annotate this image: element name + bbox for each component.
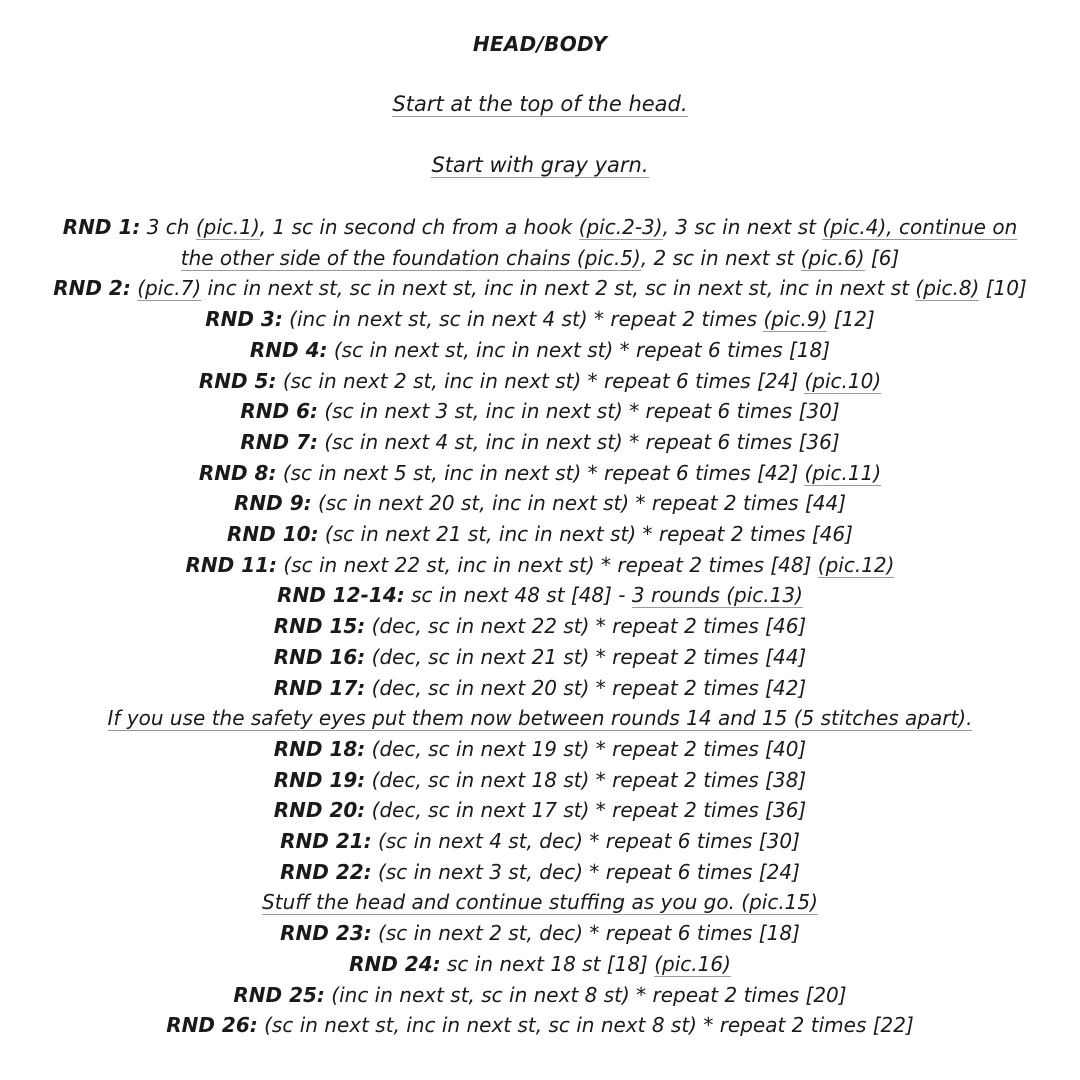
- round-label: RND 2:: [53, 276, 131, 301]
- round-1-line-2: [20, 243, 1060, 274]
- pic-ref: (pic.16): [654, 951, 731, 976]
- round-text: [12]: [827, 307, 875, 332]
- round-text: (sc in next st, inc in next st) * repeat 6 times [18]: [327, 337, 831, 362]
- pic-ref: the other side of the foundation chains (pic.5): [180, 245, 641, 270]
- round-label: RND 10:: [227, 522, 319, 547]
- round-label: RND 18:: [273, 736, 366, 761]
- safety-eyes-note: [20, 703, 1060, 734]
- round-line: [20, 1010, 1060, 1041]
- round-text: (sc in next 21 st, inc in next st) * repeat 2 times [46]: [318, 522, 853, 547]
- pic-ref: (pic.10): [804, 368, 882, 393]
- round-label: RND 21:: [280, 829, 372, 854]
- round-label: RND 23:: [280, 921, 372, 946]
- pic-ref: (pic.1): [195, 215, 260, 239]
- round-label: RND 20:: [273, 798, 366, 823]
- round-label: RND 16:: [273, 644, 366, 669]
- round-text: sc in next 48 st [48] -: [404, 583, 632, 608]
- round-line: [20, 980, 1060, 1011]
- round-text: (dec, sc in next 18 st) * repeat 2 times [38]: [365, 767, 807, 792]
- round-line: [20, 611, 1060, 642]
- round-text: sc in next 18 st [18]: [440, 951, 655, 976]
- round-line: [20, 642, 1060, 673]
- note-start-yarn: [0, 153, 1080, 177]
- round-label: RND 6:: [240, 399, 318, 424]
- rounds-list: [20, 212, 1060, 1041]
- round-text: (dec, sc in next 17 st) * repeat 2 times [36]: [365, 798, 807, 823]
- round-line: [20, 580, 1060, 611]
- round-label: RND 8:: [198, 460, 277, 485]
- round-line: [20, 673, 1060, 704]
- round-line: [20, 550, 1060, 581]
- round-text: [6]: [864, 245, 900, 270]
- round-line: [20, 857, 1060, 888]
- round-label: RND 9:: [234, 491, 312, 516]
- pic-ref: (pic.6): [800, 245, 865, 270]
- round-line: [20, 304, 1060, 335]
- safety-eyes-note-text: If you use the safety eyes put them now between rounds 14 and 15 (5 stitches apart).: [107, 706, 973, 731]
- round-line: [20, 335, 1060, 366]
- section-title: HEAD/BODY: [472, 32, 608, 56]
- round-line: [20, 826, 1060, 857]
- pic-ref: 3 rounds (pic.13): [631, 583, 803, 608]
- round-label: RND 25:: [233, 982, 325, 1007]
- round-line: [20, 734, 1060, 765]
- round-text: , 1 sc in second ch from a hook: [259, 215, 579, 239]
- round-label: RND 4:: [249, 337, 328, 362]
- round-line: [20, 949, 1060, 980]
- round-text: inc in next st, sc in next st, inc in next 2 st, sc in next st, inc in next st: [201, 276, 916, 301]
- round-label: RND 24:: [349, 951, 441, 976]
- round-label: RND 17:: [273, 675, 366, 700]
- round-text: (inc in next st, sc in next 8 st) * repeat 2 times [20]: [324, 982, 847, 1007]
- round-text: , 2 sc in next st: [640, 245, 801, 270]
- round-text: (dec, sc in next 22 st) * repeat 2 times [46]: [365, 614, 807, 639]
- round-text: (sc in next st, inc in next st, sc in next 8 st) * repeat 2 times [22]: [257, 1013, 914, 1038]
- round-text: (dec, sc in next 21 st) * repeat 2 times [44]: [365, 644, 807, 669]
- round-1-line-1: [20, 212, 1060, 243]
- round-label: RND 12-14:: [277, 583, 405, 608]
- round-label: RND 3:: [205, 307, 283, 332]
- round-text: (sc in next 4 st, inc in next st) * repeat 6 times [36]: [317, 429, 840, 454]
- round-text: (sc in next 3 st, dec) * repeat 6 times [24]: [371, 859, 800, 884]
- stuff-note-text: Stuff the head and continue stuffing as you go. (pic.15): [262, 890, 818, 915]
- round-label: RND 22:: [280, 859, 372, 884]
- stuff-note: [20, 887, 1060, 918]
- round-text: (sc in next 2 st, inc in next st) * repeat 6 times [24]: [276, 368, 805, 393]
- round-line: [20, 458, 1060, 489]
- round-label: RND 7:: [240, 429, 318, 454]
- round-text: 3 ch: [140, 215, 196, 239]
- pic-ref: (pic.9): [763, 307, 828, 332]
- pic-ref: (pic.4), continue on: [822, 215, 1018, 239]
- round-line: [20, 427, 1060, 458]
- round-line: [20, 765, 1060, 796]
- round-2: [20, 273, 1060, 304]
- round-label: RND 19:: [273, 767, 366, 792]
- round-text: (inc in next st, sc in next 4 st) * repeat 2 times: [282, 307, 764, 332]
- round-text: , 3 sc in next st: [662, 215, 823, 239]
- round-text: (sc in next 20 st, inc in next st) * repeat 2 times [44]: [311, 491, 846, 516]
- round-text: (sc in next 2 st, dec) * repeat 6 times [18]: [371, 921, 800, 946]
- round-text: [10]: [979, 276, 1027, 301]
- round-label: RND 11:: [185, 552, 278, 577]
- pic-ref: (pic.2-3): [578, 215, 663, 239]
- round-text: (sc in next 4 st, dec) * repeat 6 times [30]: [371, 829, 800, 854]
- pic-ref: (pic.8): [915, 276, 980, 301]
- round-line: [20, 366, 1060, 397]
- pic-ref: (pic.12): [817, 552, 895, 577]
- note-start-top-text: Start at the top of the head.: [392, 92, 688, 116]
- note-start-top: [0, 92, 1080, 116]
- pic-ref: (pic.7): [137, 276, 202, 301]
- round-text: (sc in next 5 st, inc in next st) * repeat 6 times [42]: [276, 460, 805, 485]
- round-label: RND 5:: [198, 368, 277, 393]
- round-line: [20, 488, 1060, 519]
- round-text: (dec, sc in next 19 st) * repeat 2 times [40]: [365, 736, 807, 761]
- pic-ref: (pic.11): [804, 460, 882, 485]
- round-label: RND 1:: [62, 215, 141, 239]
- round-line: [20, 918, 1060, 949]
- round-text: (dec, sc in next 20 st) * repeat 2 times [42]: [365, 675, 807, 700]
- round-line: [20, 519, 1060, 550]
- round-label: RND 26:: [166, 1013, 258, 1038]
- round-label: RND 15:: [273, 614, 366, 639]
- round-line: [20, 795, 1060, 826]
- round-text: (sc in next 22 st, inc in next st) * repeat 2 times [48]: [277, 552, 818, 577]
- note-start-yarn-text: Start with gray yarn.: [431, 153, 649, 177]
- round-line: [20, 396, 1060, 427]
- round-text: (sc in next 3 st, inc in next st) * repeat 6 times [30]: [317, 399, 840, 424]
